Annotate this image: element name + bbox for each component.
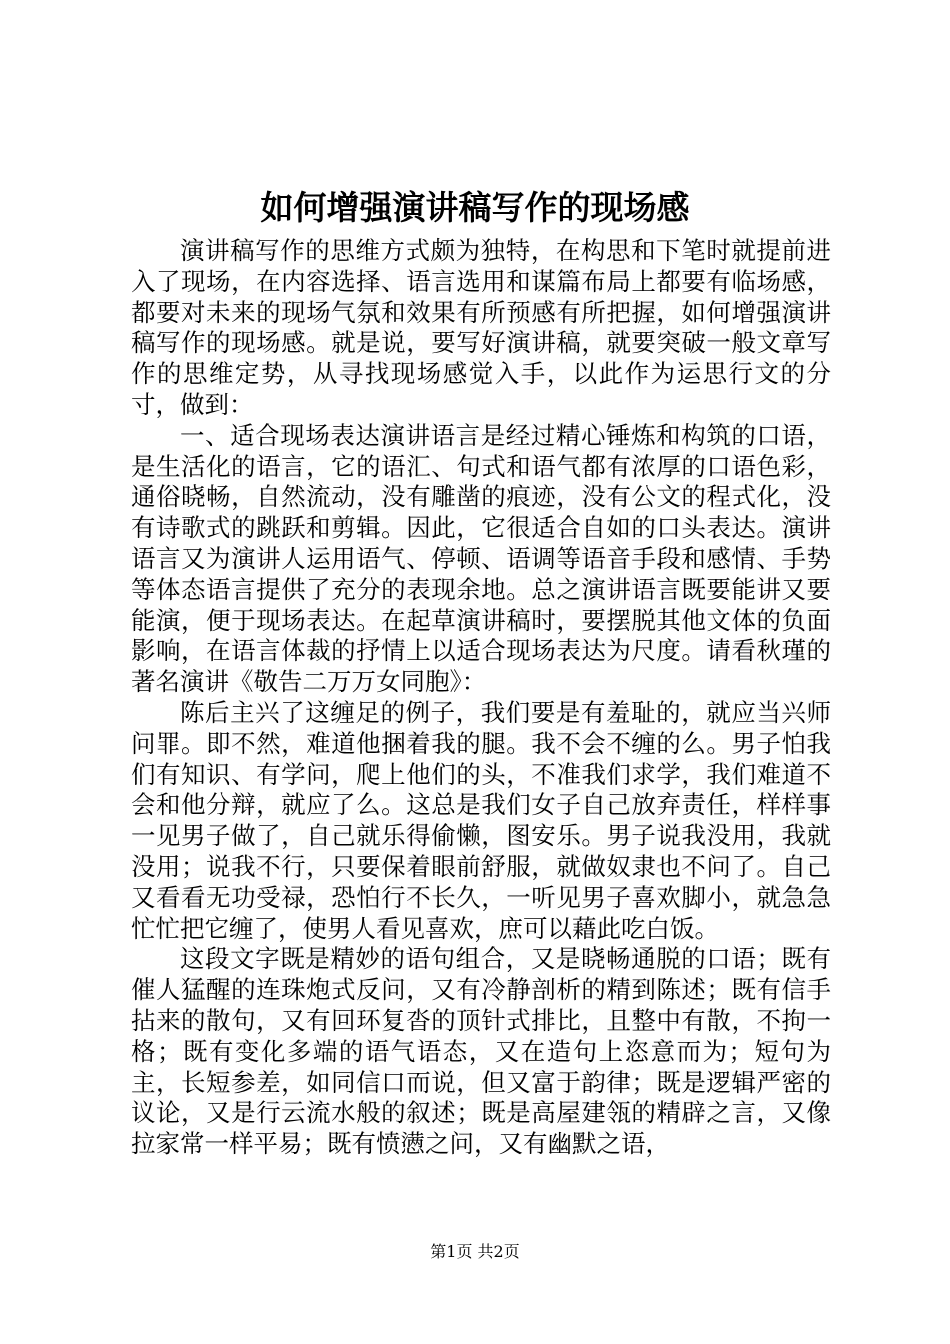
paragraph-quotation: 陈后主兴了这缠足的例子，我们要是有羞耻的，就应当兴师问罪。即不然，难道他捆着我的腿。我不会不缠的么。男子怕我们有知识、有学问，爬上他们的头，不准我们求学，我们难道不会和他分辩，就应了么。这总是我们女子自己放弃责任，样样事一见男子做了，自己就乐得偷懒，图安乐。男子说我没用，我就没用；说我不行，只要保着眼前舒服，就做奴隶也不问了。自己又看看无功受禄，恐怕行不长久，一听见男子喜欢脚小，就急急忙忙把它缠了，使男人看见喜欢，庶可以藉此吃白饭。 [131, 697, 831, 943]
paragraph-point-one: 一、适合现场表达演讲语言是经过精心锤炼和构筑的口语，是生活化的语言，它的语汇、句式和语气都有浓厚的口语色彩，通俗晓畅，自然流动，没有雕凿的痕迹，没有公文的程式化，没有诗歌式的跳跃和剪辑。因此，它很适合自如的口头表达。演讲语言又为演讲人运用语气、停顿、语调等语音手段和感情、手势等体态语言提供了充分的表现余地。总之演讲语言既要能讲又要能演，便于现场表达。在起草演讲稿时，要摆脱其他文体的负面影响，在语言体裁的抒情上以适合现场表达为尺度。请看秋瑾的著名演讲《敬告二万万女同胞》： [131, 420, 831, 697]
page-footer: 第1页 共2页 [430, 1242, 520, 1261]
document-body [131, 236, 831, 1160]
paragraph-intro: 演讲稿写作的思维方式颇为独特，在构思和下笔时就提前进入了现场，在内容选择、语言选用和谋篇布局上都要有临场感，都要对未来的现场气氛和效果有所预感有所把握，如何增强演讲稿写作的现场感。就是说，要写好演讲稿，就要突破一般文章写作的思维定势，从寻找现场感觉入手，以此作为运思行文的分寸，做到： [131, 236, 831, 419]
document-title: 如何增强演讲稿写作的现场感 [260, 188, 690, 227]
paragraph-analysis: 这段文字既是精妙的语句组合，又是晓畅通脱的口语；既有催人猛醒的连珠炮式反问，又有冷静剖析的精到陈述；既有信手拈来的散句，又有回环复沓的顶针式排比，且整中有散，不拘一格；既有变化多端的语气语态，又在造句上恣意而为；短句为主，长短参差，如同信口而说，但又富于韵律；既是逻辑严密的议论，又是行云流水般的叙述；既是高屋建瓴的精辟之言，又像拉家常一样平易；既有愤懑之问，又有幽默之语， [131, 944, 831, 1159]
